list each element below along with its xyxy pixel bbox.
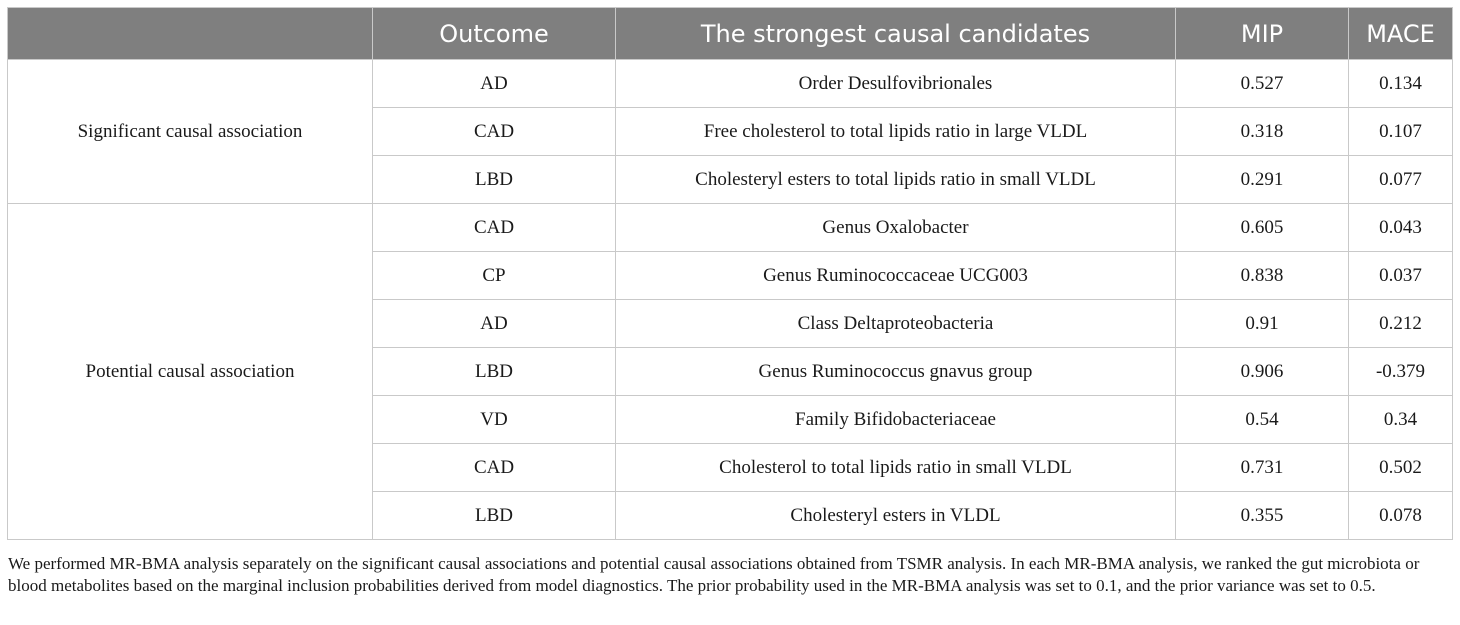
outcome-cell: AD	[373, 60, 616, 108]
candidate-cell: Cholesteryl esters to total lipids ratio in small VLDL	[616, 156, 1176, 204]
mace-cell: 0.078	[1349, 492, 1453, 540]
outcome-cell: CAD	[373, 444, 616, 492]
mip-cell: 0.54	[1176, 396, 1349, 444]
candidate-cell: Free cholesterol to total lipids ratio in large VLDL	[616, 108, 1176, 156]
mace-cell: 0.34	[1349, 396, 1453, 444]
table-footnote: We performed MR-BMA analysis separately on the significant causal associations and potential causal associations obtained from TSMR analysis. In each MR-BMA analysis, we ranked the gut microbiota or blood metabolites based on the marginal inclusion probabilities derived from model diagnostics. The prior probability used in the MR-BMA analysis was set to 0.1, and the prior variance was set to 0.5.	[8, 554, 1420, 595]
mip-cell: 0.291	[1176, 156, 1349, 204]
header-mip: MIP	[1176, 8, 1349, 60]
group-label-potential: Potential causal association	[8, 204, 373, 540]
candidate-cell: Genus Ruminococcus gnavus group	[616, 348, 1176, 396]
mace-cell: 0.043	[1349, 204, 1453, 252]
outcome-cell: VD	[373, 396, 616, 444]
candidate-cell: Family Bifidobacteriaceae	[616, 396, 1176, 444]
header-outcome: Outcome	[373, 8, 616, 60]
mip-cell: 0.838	[1176, 252, 1349, 300]
outcome-cell: CAD	[373, 108, 616, 156]
header-mace: MACE	[1349, 8, 1453, 60]
group-label-significant: Significant causal association	[8, 60, 373, 204]
header-candidates: The strongest causal candidates	[616, 8, 1176, 60]
mip-cell: 0.527	[1176, 60, 1349, 108]
outcome-cell: LBD	[373, 348, 616, 396]
mip-cell: 0.731	[1176, 444, 1349, 492]
candidate-cell: Cholesterol to total lipids ratio in small VLDL	[616, 444, 1176, 492]
mip-cell: 0.906	[1176, 348, 1349, 396]
results-table	[7, 7, 1453, 540]
candidate-cell: Order Desulfovibrionales	[616, 60, 1176, 108]
mace-cell: 0.134	[1349, 60, 1453, 108]
candidate-cell: Cholesteryl esters in VLDL	[616, 492, 1176, 540]
mip-cell: 0.318	[1176, 108, 1349, 156]
candidate-cell: Genus Oxalobacter	[616, 204, 1176, 252]
mip-cell: 0.91	[1176, 300, 1349, 348]
mace-cell: 0.212	[1349, 300, 1453, 348]
outcome-cell: CAD	[373, 204, 616, 252]
table-row	[8, 60, 1453, 108]
mace-cell: 0.502	[1349, 444, 1453, 492]
mip-cell: 0.605	[1176, 204, 1349, 252]
outcome-cell: AD	[373, 300, 616, 348]
table-row	[8, 204, 1453, 252]
mace-cell: 0.077	[1349, 156, 1453, 204]
mip-cell: 0.355	[1176, 492, 1349, 540]
outcome-cell: LBD	[373, 156, 616, 204]
header-row	[8, 8, 1453, 60]
candidate-cell: Class Deltaproteobacteria	[616, 300, 1176, 348]
header-group	[8, 8, 373, 60]
mace-cell: -0.379	[1349, 348, 1453, 396]
mace-cell: 0.037	[1349, 252, 1453, 300]
candidate-cell: Genus Ruminococcaceae UCG003	[616, 252, 1176, 300]
outcome-cell: CP	[373, 252, 616, 300]
mace-cell: 0.107	[1349, 108, 1453, 156]
outcome-cell: LBD	[373, 492, 616, 540]
